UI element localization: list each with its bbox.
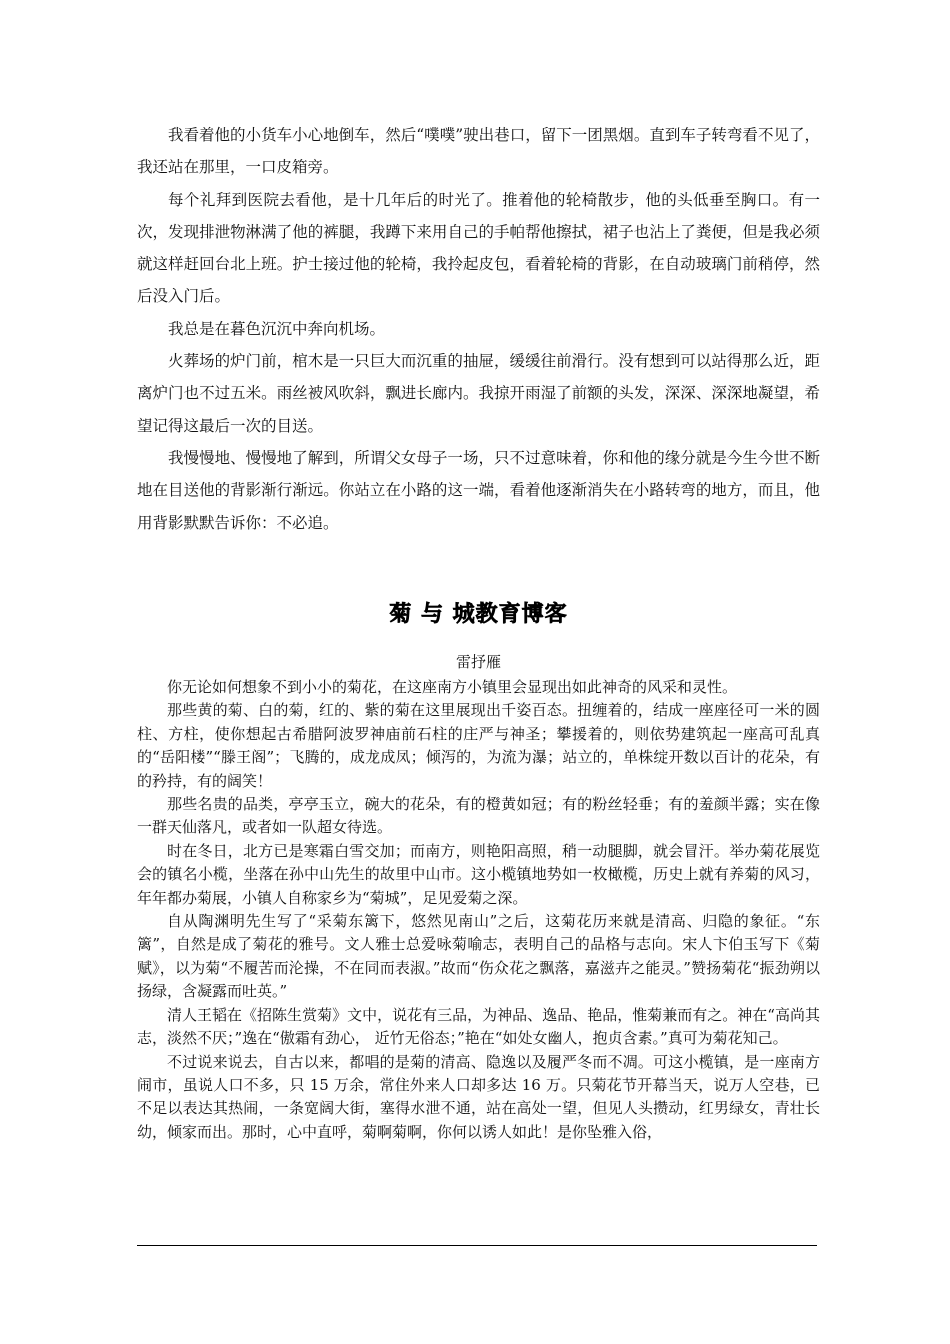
footer-divider [137, 1245, 817, 1246]
article-author: 雷抒雁 [455, 653, 501, 671]
paragraph: 你无论如何想象不到小小的菊花，在这座南方小镇里会显现出如此神奇的风采和灵性。 [167, 678, 738, 696]
paragraph: 每个礼拜到医院去看他，是十几年后的时光了。推着他的轮椅散步，他的头低垂至胸口。有一次，发现排泄物淋满了他的裤腿，我蹲下来用自己的手帕帮他擦拭，裙子也沾上了粪便，但是我必须就这样赶回台北上班。护士接过他的轮椅，我拎起皮包，看着轮椅的背影，在自动玻璃门前稍停，然后没入门后。 [137, 190, 820, 306]
essay-continuation [137, 119, 820, 539]
paragraph: 时在冬日，北方已是寒霜白雪交加；而南方，则艳阳高照，稍一动腿脚，就会冒汗。举办菊花展览会的镇名小榄，坐落在孙中山先生的故里中山市。这小榄镇地势如一枚橄榄，历史上就有养菊的风习，年年都办菊展，小镇人自称家乡为“菊城”，足见爱菊之深。 [137, 841, 820, 907]
paragraph: 自从陶渊明先生写了“采菊东篱下，悠然见南山”之后，这菊花历来就是清高、归隐的象征。“东篱”，自然是成了菊花的雅号。文人雅士总爱咏菊喻志，表明自己的品格与志向。宋人卞伯玉写下《菊赋》，以为菊“不履苦而沦操，不在同而表淑。”故而“伤众花之飘落，嘉滋卉之能灵。”赞扬菊花“振劲朔以扬绿，含凝露而吐英。” [137, 912, 820, 1001]
paragraph: 清人王韬在《招陈生赏菊》文中，说花有三品，为神品、逸品、艳品，惟菊兼而有之。神在“高尚其志，淡然不厌；”逸在“傲霜有劲心， 近竹无俗态；”艳在“如处女幽人，抱贞含素。”真可为菊花知己。 [137, 1005, 820, 1048]
paragraph: 我看着他的小货车小心地倒车，然后“噗噗”驶出巷口，留下一团黑烟。直到车子转弯看不见了，我还站在那里，一口皮箱旁。 [137, 126, 820, 177]
paragraph: 那些黄的菊、白的菊，红的、紫的菊在这里展现出千姿百态。扭缠着的，结成一座座径可一米的圆柱、方柱，使你想起古希腊阿波罗神庙前石柱的庄严与神圣；攀援着的，则依势建筑起一座高可乱真的“岳阳楼”“滕王阁”；飞腾的，成龙成凤；倾泻的，为流为瀑；站立的，单株绽开数以百计的花朵，有的矜持，有的阔笑！ [137, 701, 820, 790]
paragraph: 我总是在暮色沉沉中奔向机场。 [168, 319, 386, 338]
paragraph: 我慢慢地、慢慢地了解到，所谓父女母子一场，只不过意味着，你和他的缘分就是今生今世不断地在目送他的背影渐行渐远。你站立在小路的这一端，看着他逐渐消失在小路转弯的地方，而且，他用背影默默告诉你：不必追。 [137, 448, 820, 532]
paragraph: 那些名贵的品类，亭亭玉立，碗大的花朵，有的橙黄如冠；有的粉丝轻垂；有的羞颜半露；实在像一群天仙落凡，或者如一队超女待选。 [137, 795, 820, 837]
article-body [137, 676, 820, 1144]
paragraph: 火葬场的炉门前，棺木是一只巨大而沉重的抽屉，缓缓往前滑行。没有想到可以站得那么近，距离炉门也不过五米。雨丝被风吹斜，飘进长廊内。我掠开雨湿了前额的头发，深深、深深地凝望，希望记得这最后一次的目送。 [137, 352, 820, 435]
article-title: 菊 与 城教育博客 [389, 602, 568, 627]
paragraph: 不过说来说去，自古以来，都唱的是菊的清高、隐逸以及履严冬而不凋。可这小榄镇，是一座南方闹市，虽说人口不多，只 15 万余，常住外来人口却多达 16 万。只菊花节开幕当天，说万人空巷，已不足以表达其热闹，一条宽阔大街，塞得水泄不通，站在高处一望，但见人头攒动，红男绿女，青壮长幼，倾家而出。那时，心中直呼，菊啊菊啊，你何以诱人如此！是你坠雅入俗， [137, 1052, 820, 1141]
